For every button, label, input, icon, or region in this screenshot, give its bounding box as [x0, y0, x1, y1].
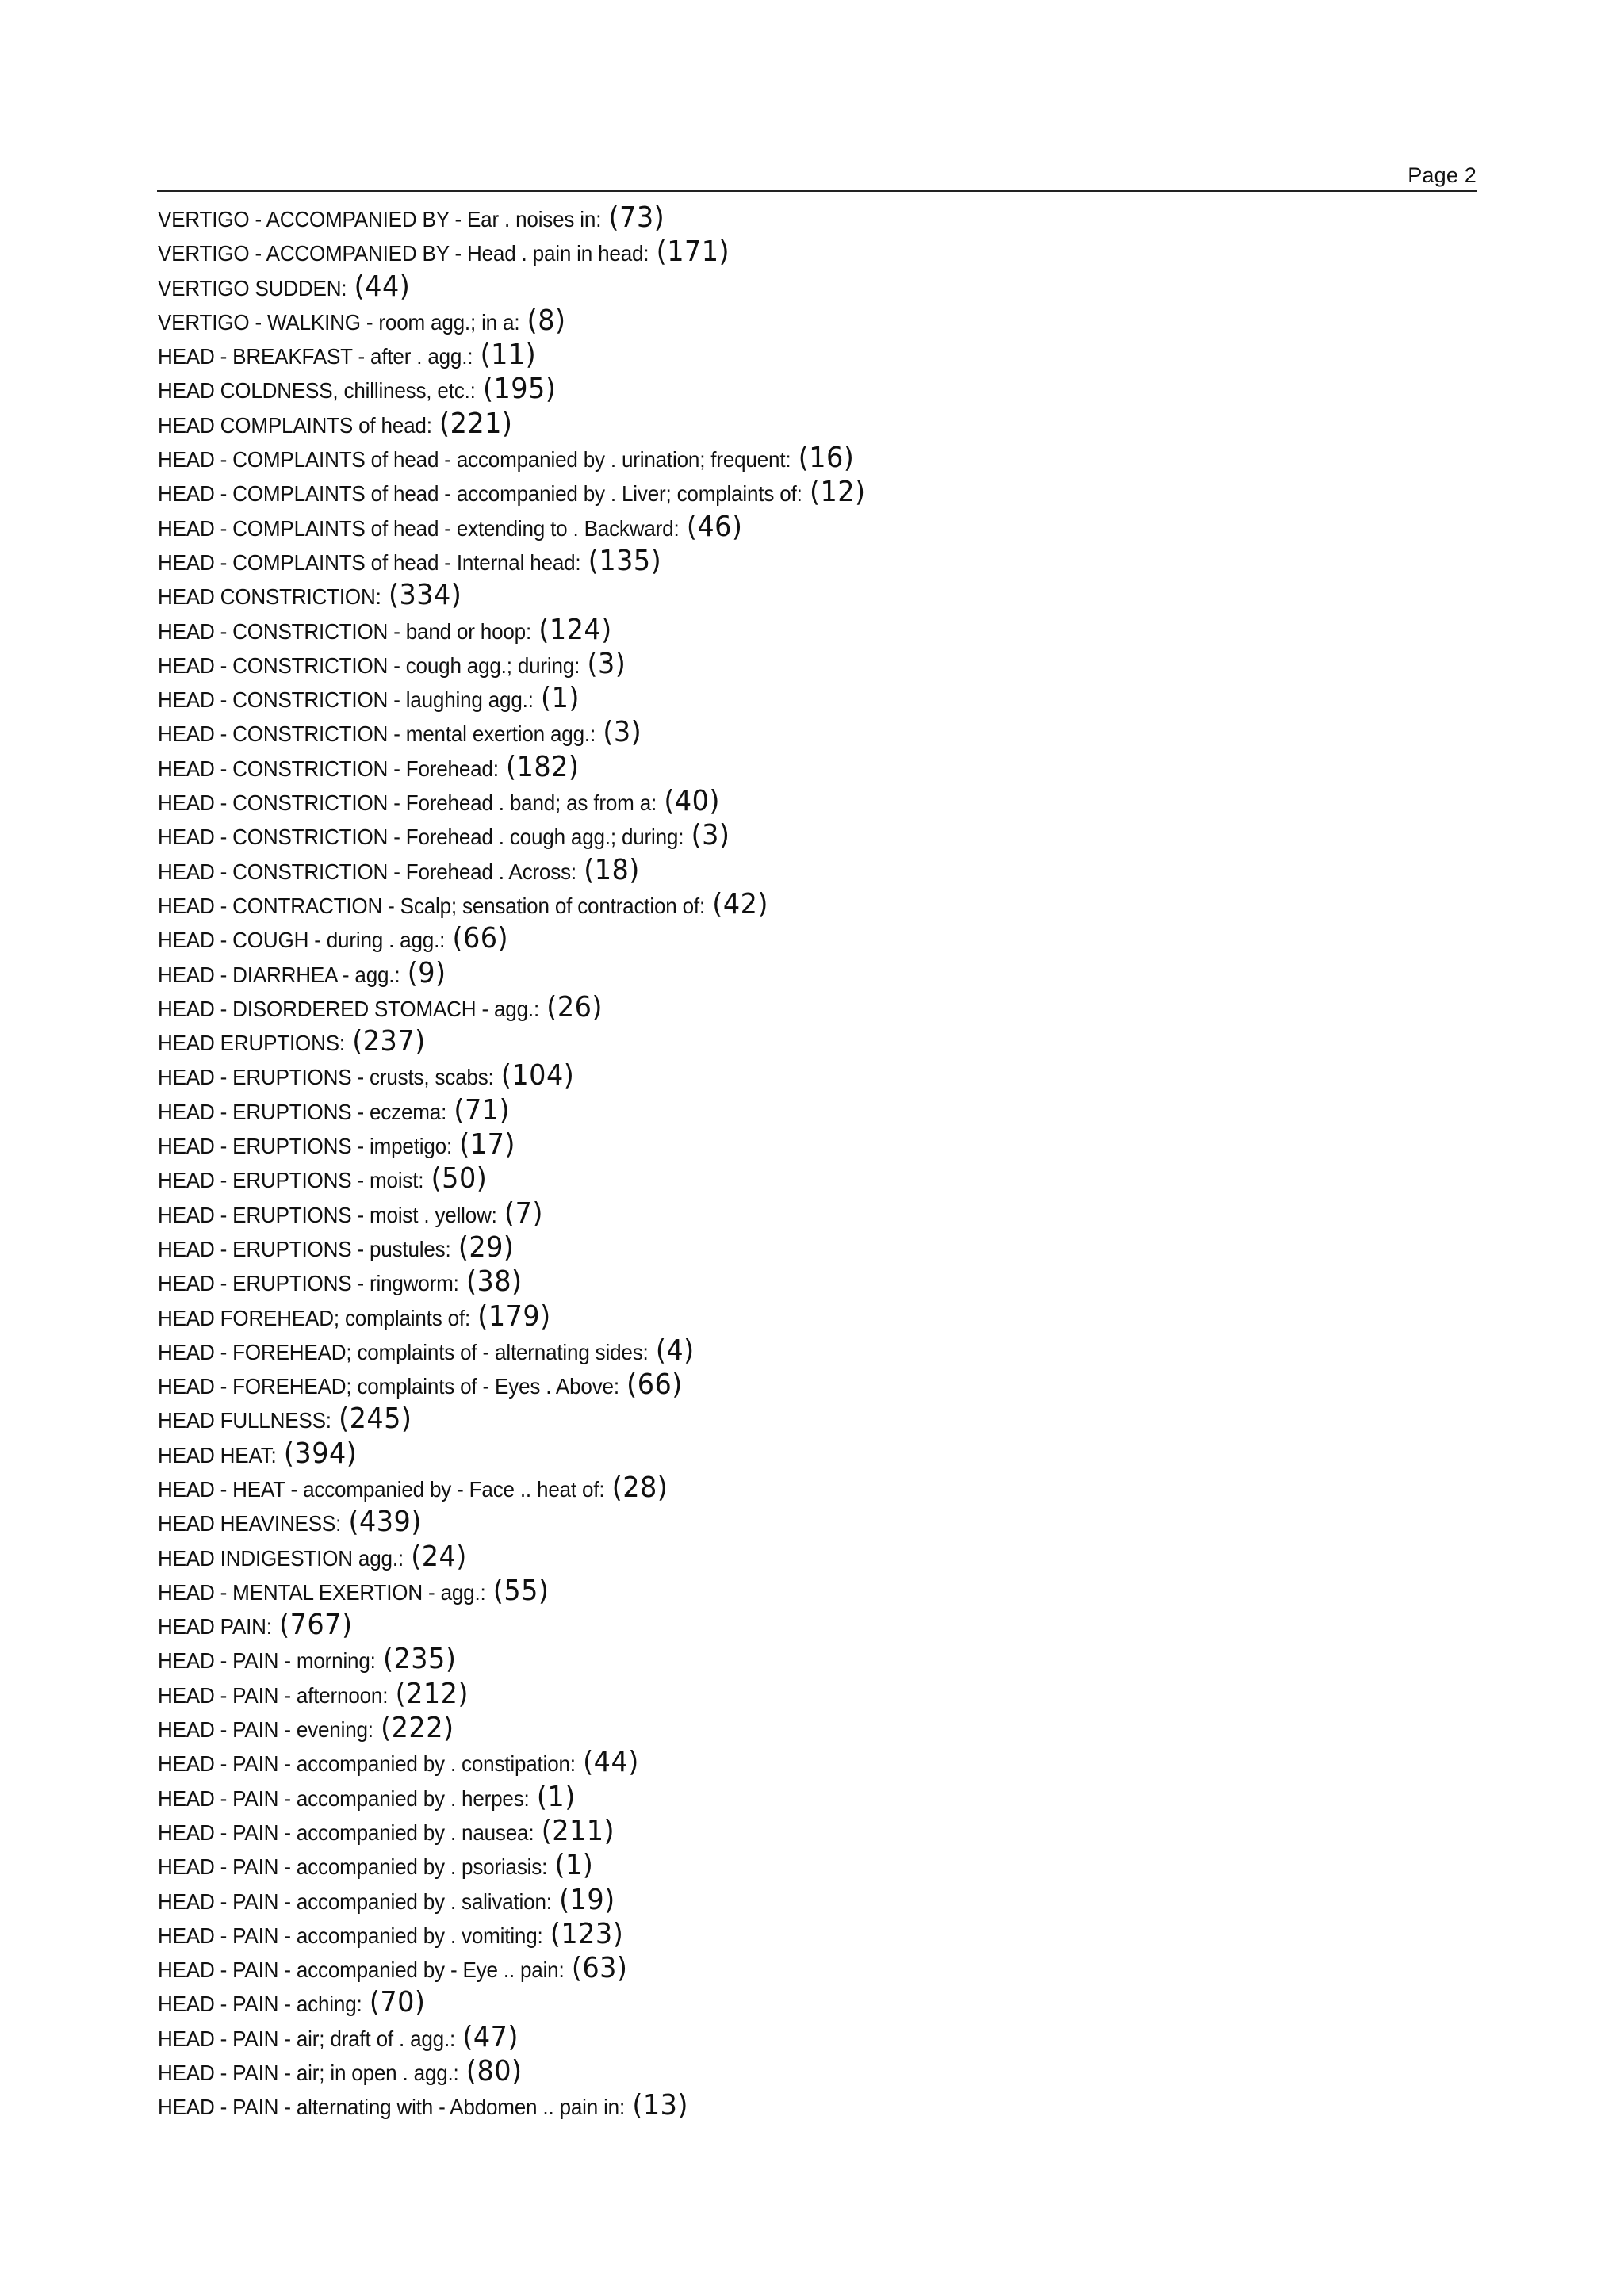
rubric-text: HEAD - PAIN - accompanied by . constipation:: [158, 1751, 576, 1777]
rubric-text: HEAD - PAIN - accompanied by . herpes:: [158, 1785, 530, 1811]
rubric-count: (11): [480, 339, 537, 372]
rubric-count: (16): [798, 442, 855, 475]
page-number: Page 2: [1408, 163, 1477, 187]
rubric-row: [158, 1608, 1382, 1642]
rubric-count: (46): [686, 510, 743, 543]
rubric-row: [158, 921, 1382, 955]
rubric-row: [158, 1024, 1382, 1058]
rubric-count: (1): [541, 682, 580, 715]
rubric-text: HEAD - CONTRACTION - Scalp; sensation of contraction of:: [158, 893, 706, 918]
rubric-count: (70): [369, 1986, 426, 2019]
rubric-count: (237): [352, 1025, 426, 1058]
rubric-count: (211): [541, 1814, 615, 1847]
rubric-row: [158, 1368, 1382, 1402]
rubric-count: (4): [655, 1334, 695, 1367]
rubric-text: HEAD INDIGESTION agg.:: [158, 1545, 404, 1571]
rubric-count: (3): [587, 647, 626, 680]
rubric-count: (66): [452, 922, 509, 955]
rubric-text: HEAD - DISORDERED STOMACH - agg.:: [158, 996, 539, 1021]
rubric-text: HEAD - COUGH - during . agg.:: [158, 928, 446, 953]
rubric-text: HEAD - CONSTRICTION - laughing agg.:: [158, 687, 534, 713]
rubric-count: (73): [608, 201, 665, 234]
rubric-count: (1): [536, 1780, 576, 1813]
rubric-row: [158, 1334, 1382, 1368]
rubric-count: (221): [439, 407, 513, 440]
rubric-row: [158, 818, 1382, 852]
rubric-row: [158, 235, 1382, 269]
rubric-text: HEAD - PAIN - accompanied by . psoriasis:: [158, 1854, 548, 1880]
rubric-count: (38): [465, 1265, 523, 1299]
rubric-text: VERTIGO SUDDEN:: [158, 275, 347, 300]
rubric-count: (55): [492, 1574, 550, 1607]
rubric-row: [158, 1848, 1382, 1882]
rubric-count: (8): [527, 304, 566, 337]
rubric-row: [158, 1058, 1382, 1093]
rubric-count: (439): [348, 1506, 422, 1539]
rubric-row: [158, 1505, 1382, 1539]
rubric-count: (44): [583, 1746, 639, 1779]
rubric-row: [158, 544, 1382, 578]
rubric-row: [158, 1299, 1382, 1334]
rubric-text: HEAD - PAIN - alternating with - Abdomen .. pain in:: [158, 2095, 626, 2120]
rubric-row: [158, 1230, 1382, 1265]
rubric-count: (195): [482, 373, 557, 406]
rubric-count: (42): [712, 887, 768, 920]
rubric-count: (19): [559, 1883, 615, 1916]
rubric-row: [158, 372, 1382, 406]
rubric-text: HEAD - PAIN - aching:: [158, 1992, 362, 2017]
rubric-text: HEAD - ERUPTIONS - pustules:: [158, 1236, 451, 1261]
rubric-row: [158, 1745, 1382, 1779]
rubric-text: HEAD CONSTRICTION:: [158, 584, 381, 610]
rubric-row: [158, 1574, 1382, 1608]
rubric-count: (245): [339, 1402, 412, 1436]
rubric-count: (3): [603, 716, 642, 749]
rubric-text: HEAD - PAIN - afternoon:: [158, 1682, 389, 1708]
rubric-row: [158, 681, 1382, 715]
rubric-row: [158, 715, 1382, 749]
rubric-text: HEAD - PAIN - accompanied by . nausea:: [158, 1820, 534, 1845]
rubric-row: [158, 475, 1382, 509]
rubric-text: HEAD - CONSTRICTION - Forehead . Across:: [158, 859, 576, 884]
rubric-count: (12): [809, 476, 866, 509]
rubric-row: [158, 1951, 1382, 1985]
rubric-text: HEAD - BREAKFAST - after . agg.:: [158, 344, 473, 369]
rubric-row: [158, 1196, 1382, 1230]
rubric-text: HEAD - CONSTRICTION - band or hoop:: [158, 618, 532, 644]
rubric-row: [158, 1642, 1382, 1676]
rubric-row: [158, 407, 1382, 441]
rubric-count: (66): [626, 1368, 683, 1402]
rubric-text: HEAD - MENTAL EXERTION - agg.:: [158, 1579, 486, 1605]
rubric-list: [158, 201, 1474, 2123]
rubric-row: [158, 1093, 1382, 1127]
rubric-text: HEAD COLDNESS, chilliness, etc.:: [158, 378, 476, 404]
rubric-row: [158, 1917, 1382, 1951]
rubric-count: (9): [407, 956, 446, 989]
rubric-row: [158, 956, 1382, 990]
rubric-text: HEAD - ERUPTIONS - impetigo:: [158, 1134, 453, 1159]
rubric-count: (80): [465, 2055, 523, 2088]
rubric-count: (71): [454, 1093, 511, 1127]
rubric-text: HEAD - COMPLAINTS of head - Internal head:: [158, 549, 581, 575]
rubric-text: HEAD - HEAT - accompanied by - Face .. heat of:: [158, 1476, 605, 1502]
rubric-text: HEAD - COMPLAINTS of head - extending to . Backward:: [158, 515, 680, 541]
rubric-row: [158, 613, 1382, 647]
rubric-text: VERTIGO - ACCOMPANIED BY - Ear . noises in:: [158, 207, 602, 232]
rubric-text: HEAD - PAIN - morning:: [158, 1648, 376, 1674]
rubric-text: HEAD - PAIN - evening:: [158, 1717, 373, 1743]
rubric-row: [158, 201, 1382, 235]
rubric-row: [158, 750, 1382, 784]
rubric-text: HEAD - PAIN - accompanied by - Eye .. pain:: [158, 1957, 565, 1983]
rubric-count: (222): [381, 1712, 454, 1745]
rubric-text: HEAD - COMPLAINTS of head - accompanied by . urination; frequent:: [158, 447, 791, 473]
rubric-count: (212): [395, 1677, 469, 1710]
rubric-text: HEAD - ERUPTIONS - crusts, scabs:: [158, 1065, 494, 1090]
rubric-count: (135): [588, 544, 662, 577]
rubric-count: (394): [283, 1437, 358, 1470]
rubric-row: [158, 578, 1382, 612]
rubric-count: (63): [571, 1952, 628, 1985]
rubric-count: (171): [656, 235, 730, 269]
rubric-text: HEAD - ERUPTIONS - moist:: [158, 1168, 424, 1193]
rubric-text: HEAD - COMPLAINTS of head - accompanied by . Liver; complaints of:: [158, 481, 802, 507]
rubric-row: [158, 1540, 1382, 1574]
rubric-text: HEAD - CONSTRICTION - Forehead . band; as from a:: [158, 790, 657, 816]
rubric-count: (26): [546, 990, 603, 1024]
rubric-count: (29): [458, 1230, 515, 1264]
rubric-count: (179): [477, 1299, 551, 1333]
rubric-count: (767): [279, 1609, 353, 1642]
rubric-count: (182): [506, 750, 580, 783]
rubric-text: HEAD - FOREHEAD; complaints of - Eyes . Above:: [158, 1374, 619, 1399]
rubric-count: (40): [664, 785, 720, 818]
rubric-row: [158, 1883, 1382, 1917]
rubric-text: HEAD - ERUPTIONS - eczema:: [158, 1099, 447, 1124]
rubric-row: [158, 1814, 1382, 1848]
rubric-row: [158, 304, 1382, 338]
rubric-text: HEAD - PAIN - accompanied by . salivation:: [158, 1888, 552, 1914]
rubric-row: [158, 1471, 1382, 1505]
rubric-row: [158, 441, 1382, 475]
rubric-row: [158, 1985, 1382, 2019]
rubric-count: (50): [431, 1162, 488, 1196]
rubric-text: HEAD - ERUPTIONS - moist . yellow:: [158, 1202, 497, 1227]
rubric-text: HEAD ERUPTIONS:: [158, 1031, 345, 1056]
page-header: [157, 159, 1477, 192]
rubric-text: HEAD - CONSTRICTION - cough agg.; during:: [158, 652, 580, 678]
rubric-count: (123): [550, 1917, 624, 1950]
rubric-row: [158, 887, 1382, 921]
rubric-row: [158, 1711, 1382, 1745]
rubric-count: (24): [411, 1540, 467, 1573]
rubric-count: (3): [691, 819, 730, 852]
rubric-row: [158, 853, 1382, 887]
rubric-row: [158, 2088, 1382, 2122]
rubric-text: HEAD - CONSTRICTION - Forehead:: [158, 756, 499, 781]
rubric-row: [158, 510, 1382, 544]
rubric-row: [158, 1677, 1382, 1711]
rubric-text: HEAD - PAIN - air; draft of . agg.:: [158, 2026, 456, 2051]
rubric-text: HEAD - FOREHEAD; complaints of - alternating sides:: [158, 1339, 649, 1364]
rubric-text: HEAD - CONSTRICTION - Forehead . cough agg.; during:: [158, 825, 684, 850]
rubric-row: [158, 990, 1382, 1024]
rubric-count: (124): [538, 613, 612, 646]
rubric-text: VERTIGO - WALKING - room agg.; in a:: [158, 309, 520, 335]
rubric-count: (28): [611, 1471, 668, 1504]
rubric-row: [158, 1161, 1382, 1196]
rubric-count: (13): [632, 2089, 688, 2122]
rubric-count: (1): [554, 1849, 594, 1882]
rubric-row: [158, 1127, 1382, 1161]
rubric-count: (334): [388, 579, 462, 612]
rubric-text: HEAD PAIN:: [158, 1614, 272, 1640]
rubric-row: [158, 1780, 1382, 1814]
rubric-count: (17): [459, 1128, 515, 1161]
rubric-row: [158, 647, 1382, 681]
rubric-row: [158, 1437, 1382, 1471]
rubric-count: (7): [504, 1196, 543, 1230]
rubric-row: [158, 1402, 1382, 1436]
rubric-text: HEAD HEAT:: [158, 1442, 277, 1468]
rubric-text: HEAD FULLNESS:: [158, 1408, 331, 1433]
rubric-text: HEAD - ERUPTIONS - ringworm:: [158, 1271, 459, 1296]
rubric-row: [158, 1265, 1382, 1299]
rubric-text: HEAD FOREHEAD; complaints of:: [158, 1305, 471, 1330]
rubric-count: (104): [500, 1059, 575, 1093]
rubric-text: HEAD - DIARRHEA - agg.:: [158, 962, 400, 987]
rubric-row: [158, 784, 1382, 818]
rubric-text: VERTIGO - ACCOMPANIED BY - Head . pain in head:: [158, 241, 649, 266]
rubric-count: (44): [354, 270, 411, 303]
rubric-count: (18): [584, 853, 640, 886]
rubric-text: HEAD COMPLAINTS of head:: [158, 412, 432, 438]
rubric-row: [158, 2020, 1382, 2054]
rubric-text: HEAD - PAIN - air; in open . agg.:: [158, 2061, 459, 2086]
rubric-text: HEAD HEAVINESS:: [158, 1511, 342, 1536]
rubric-count: (235): [382, 1643, 457, 1676]
rubric-text: HEAD - CONSTRICTION - mental exertion agg.:: [158, 721, 596, 747]
rubric-text: HEAD - PAIN - accompanied by . vomiting:: [158, 1923, 543, 1948]
rubric-count: (47): [462, 2020, 519, 2053]
rubric-row: [158, 338, 1382, 372]
rubric-row: [158, 2054, 1382, 2088]
rubric-row: [158, 270, 1382, 304]
